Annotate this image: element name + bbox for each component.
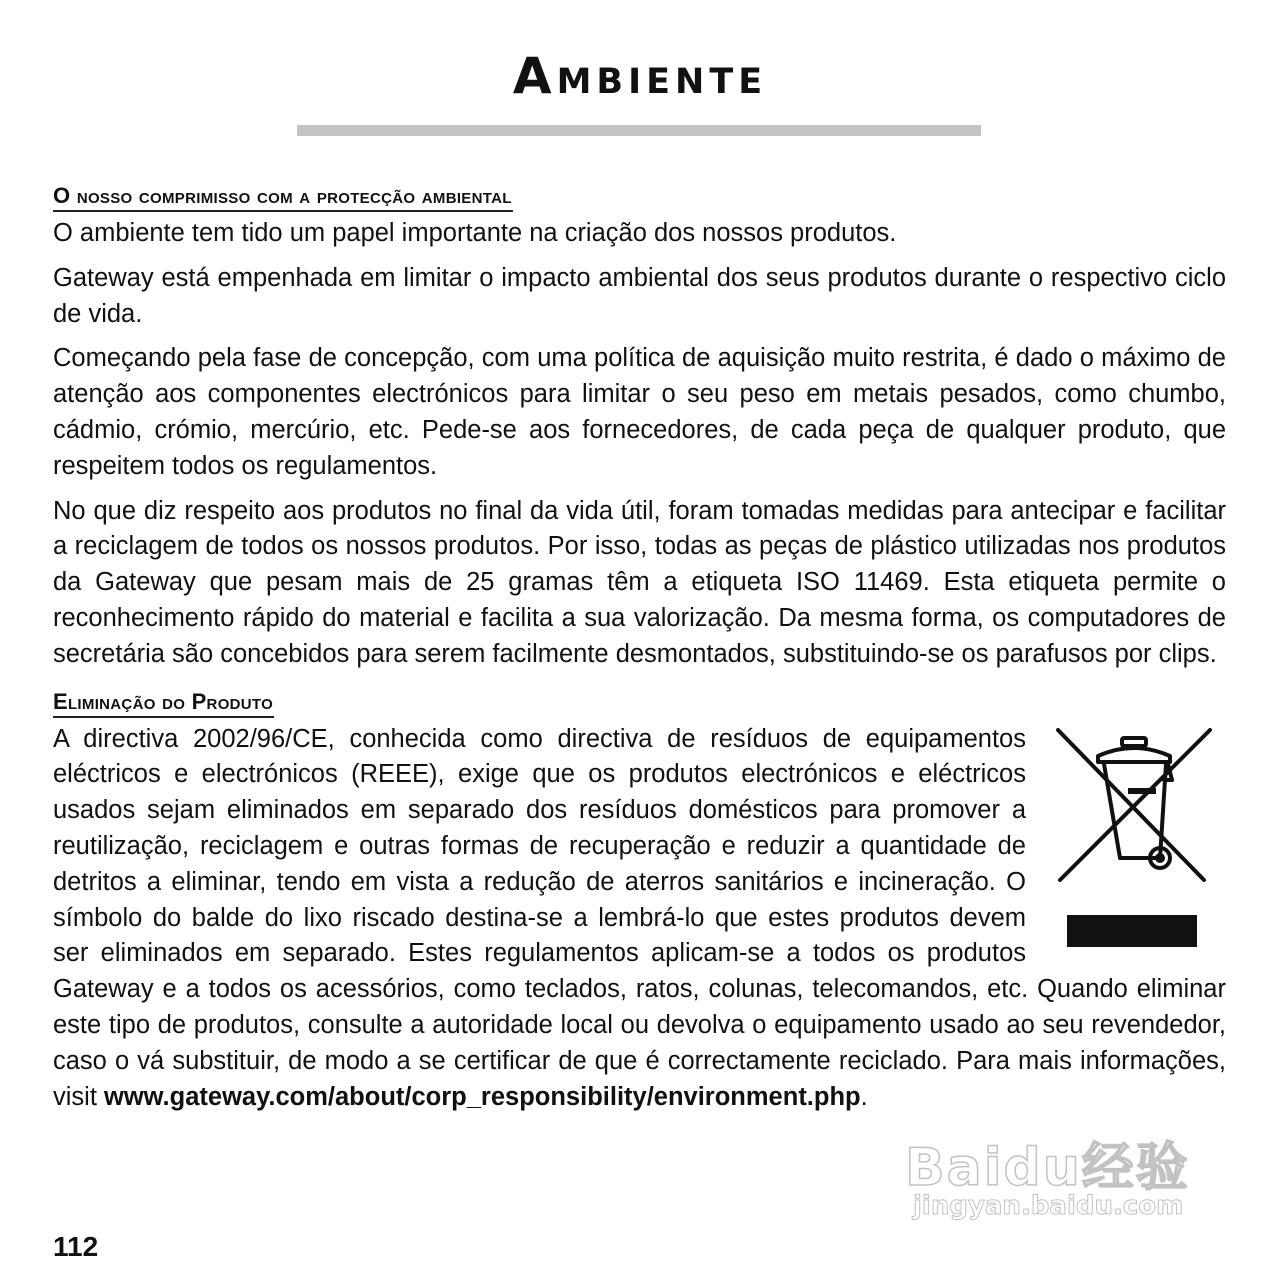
disposal-block [53, 722, 1226, 1116]
paragraph: Começando pela fase de concepção, com uma política de aquisição muito restrita, é dado o máximo de atenção aos componentes electrónicos para limitar o seu peso em metais pesados, como chumbo, cádmio, crómio, mercúrio, etc. Pede-se aos fornecedores, de cada peça de qualquer produto, que respeitem todos os regulamentos. [53, 344, 1226, 480]
disposal-text-end: . [860, 1082, 868, 1111]
page-number: 112 [53, 1231, 99, 1262]
crossed-out-wheelie-bin-icon [1054, 722, 1214, 892]
weee-symbol [1050, 722, 1226, 952]
section-heading-commitment: O nosso comprimisso com a protecção ambiental [53, 182, 513, 212]
section-heading-disposal: Eliminação do Produto [53, 688, 274, 718]
watermark [905, 1125, 1205, 1235]
environment-link[interactable]: www.gateway.com/about/corp_responsibility/environment.php [104, 1082, 861, 1111]
paragraph: No que diz respeito aos produtos no final da vida útil, foram tomadas medidas para antecipar e facilitar a reciclagem de todos os nossos produtos. Por isso, todas as peças de plástico utilizadas nos produtos da Gateway que pesam mais de 25 gramas têm a etiqueta ISO 11469. Esta etiqueta permite o reconhecimento rápido do material e facilita a sua valorização. Da mesma forma, os computadores de secretária são concebidos para serem facilmente desmontados, substituindo-se os parafusos por clips. [53, 496, 1226, 668]
watermark-sub: jingyan.baidu.com [913, 1191, 1184, 1221]
page-content [53, 182, 1226, 1124]
watermark-main: Baidu经验 [905, 1138, 1190, 1198]
page-title: Ambiente [512, 47, 768, 105]
paragraph: O ambiente tem tido um papel importante na criação dos nossos produtos. [53, 219, 897, 247]
weee-black-bar [1067, 915, 1197, 947]
paragraph: Gateway está empenhada em limitar o impacto ambiental dos seus produtos durante o respectivo ciclo de vida. [53, 263, 1226, 328]
disposal-text: A directiva 2002/96/CE, conhecida como directiva de resíduos de equipamentos eléctricos e electrónicos (REEE), exige que os produtos electrónicos e eléctricos usados sejam eliminados em separado dos resíduos domésticos para promover a reutilização, reciclagem e outras formas de recuperação e reduzir a quantidade de detritos a eliminar, tendo em vista a redução de aterros sanitários e incineração. O símbolo do balde do lixo riscado destina-se a lembrá-lo que estes produtos devem ser eliminados em separado. Estes regulamentos aplicam-se a todos os produtos Gateway e a todos os acessórios, como teclados, ratos, colunas, telecomandos, etc. Quando eliminar este tipo de produtos, consulte a autoridade local ou devolva o equipamento usado ao seu revendedor, caso o vá substituir, de modo a se certificar de que é correctamente reciclado. Para mais informações, visit [53, 724, 1226, 1111]
title-rule [297, 125, 981, 136]
